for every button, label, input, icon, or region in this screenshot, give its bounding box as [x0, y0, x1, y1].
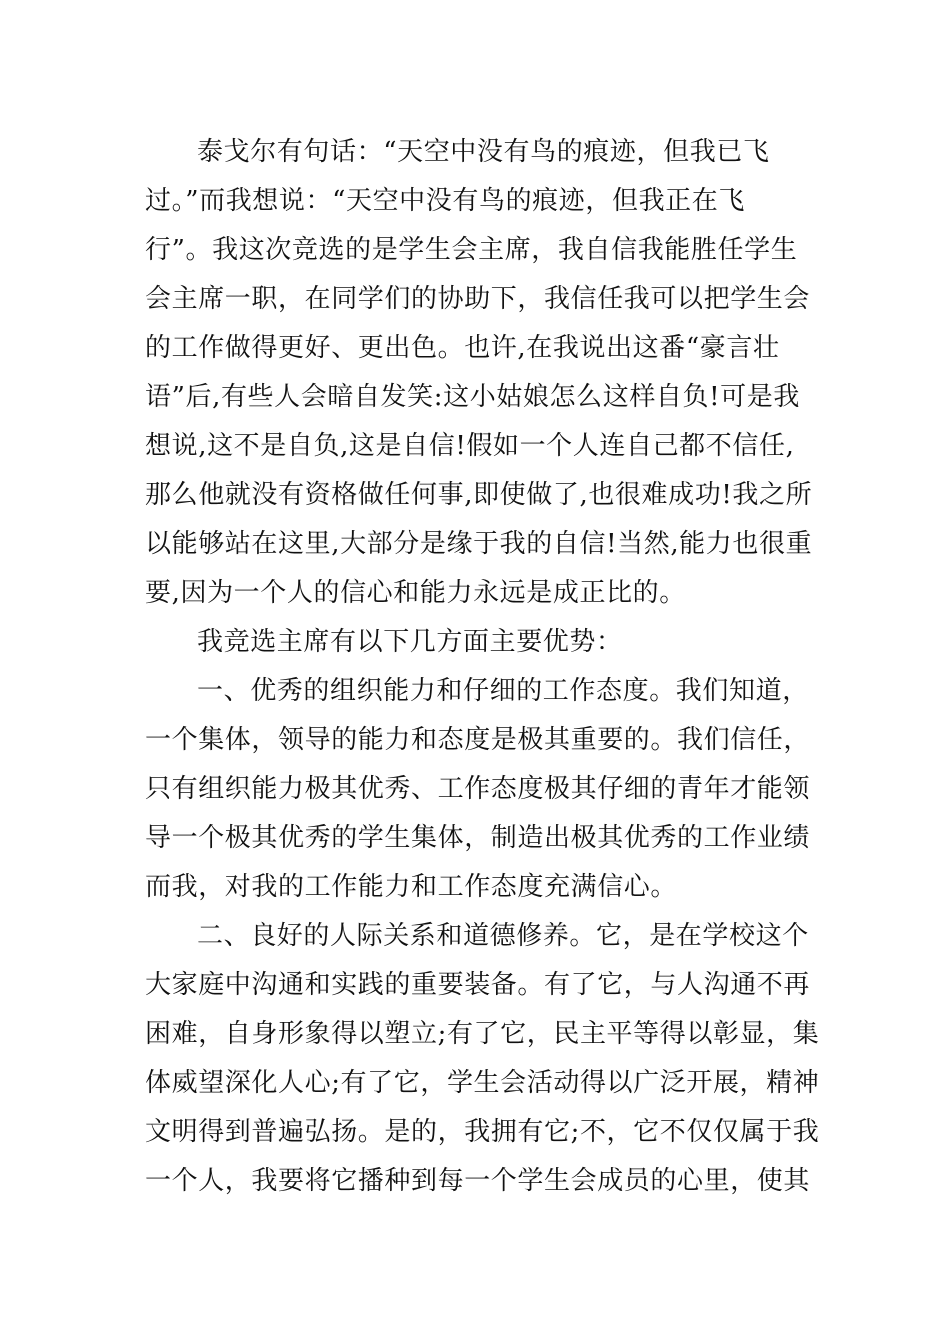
text-line: 导一个极其优秀的学生集体，制造出极其优秀的工作业绩: [145, 823, 811, 853]
text-line: 语”后,有些人会暗自发笑:这小姑娘怎么这样自负!可是我: [145, 382, 800, 412]
text-line: 一个集体，领导的能力和态度是极其重要的。我们信任，: [145, 725, 811, 755]
paragraph-advantages-intro: [145, 618, 815, 667]
text-line: 一个人，我要将它播种到每一个学生会成员的心里，使其: [145, 1166, 811, 1196]
text-line: 困难，自身形象得以塑立;有了它，民主平等得以彰显，集: [145, 1019, 820, 1049]
text-line: 泰戈尔有句话：“天空中没有鸟的痕迹，但我已飞: [197, 137, 770, 167]
paragraph-advantage-one: [145, 667, 815, 912]
text-line: 我竞选主席有以下几方面主要优势：: [197, 627, 623, 657]
text-line: 一、优秀的组织能力和仔细的工作态度。我们知道，: [197, 676, 809, 706]
text-line: 体威望深化人心;有了它，学生会活动得以广泛开展，精神: [145, 1068, 820, 1098]
text-line: 会主席一职，在同学们的协助下，我信任我可以把学生会: [145, 284, 811, 314]
text-line: 想说,这不是自负,这是自信!假如一个人连自己都不信任,: [145, 431, 795, 461]
text-line: 而我，对我的工作能力和工作态度充满信心。: [145, 872, 678, 902]
text-line: 大家庭中沟通和实践的重要装备。有了它，与人沟通不再: [145, 970, 811, 1000]
text-line: 要,因为一个人的信心和能力永远是成正比的。: [145, 578, 686, 608]
text-line: 那么他就没有资格做任何事,即使做了,也很难成功!我之所: [145, 480, 813, 510]
document-body: [145, 128, 820, 1206]
text-line: 行”。我这次竞选的是学生会主席，我自信我能胜任学生: [145, 235, 798, 265]
paragraph-tagore-quote: [145, 128, 815, 618]
text-line: 的工作做得更好、更出色。也许,在我说出这番“豪言壮: [145, 333, 780, 363]
text-line: 以能够站在这里,大部分是缘于我的自信!当然,能力也很重: [145, 529, 813, 559]
paragraph-advantage-two: [145, 912, 820, 1206]
text-line: 过。”而我想说：“天空中没有鸟的痕迹，但我正在飞: [145, 186, 745, 216]
text-line: 只有组织能力极其优秀、工作态度极其仔细的青年才能领: [145, 774, 811, 804]
text-line: 二、良好的人际关系和道德修养。它，是在学校这个: [197, 921, 809, 951]
text-line: 文明得到普遍弘扬。是的，我拥有它;不，它不仅仅属于我: [145, 1117, 820, 1147]
